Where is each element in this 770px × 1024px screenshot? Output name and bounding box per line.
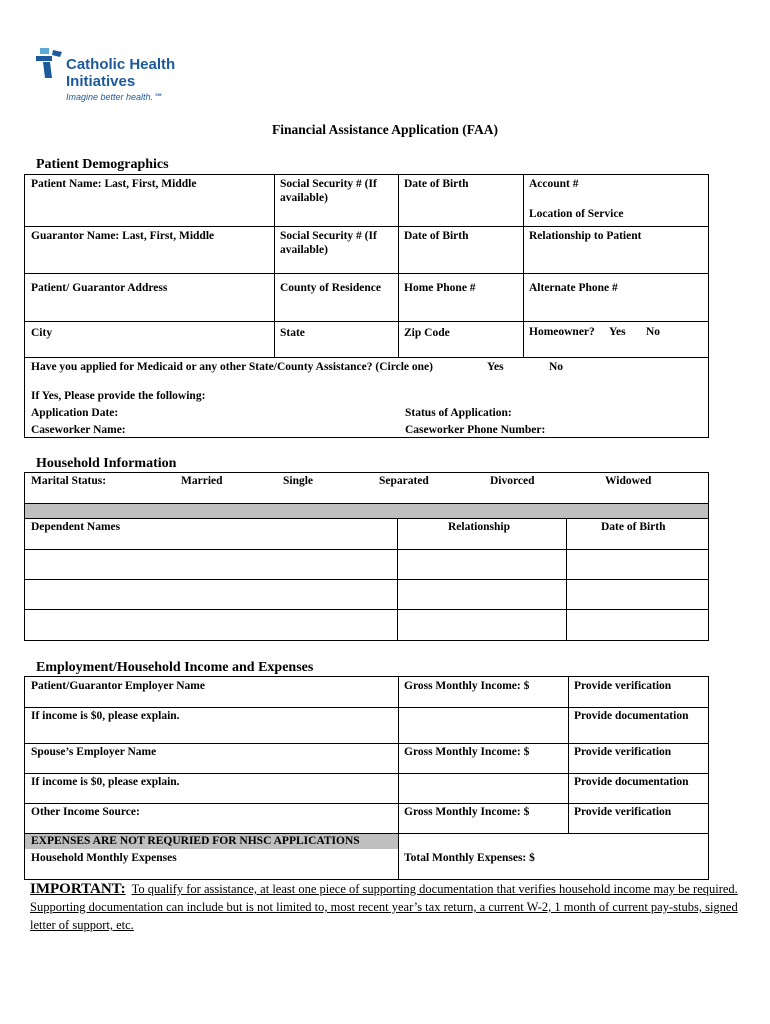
address-label: Patient/ Guarantor Address: [31, 282, 168, 294]
marital-separated[interactable]: Separated: [379, 475, 429, 487]
documentation-label-2: Provide documentation: [574, 776, 689, 788]
location-label: Location of Service: [529, 208, 624, 220]
logo-line2: Initiatives: [66, 73, 136, 90]
employment-table: [24, 676, 709, 880]
spouse-employer-label: Spouse’s Employer Name: [31, 746, 157, 758]
important-label: IMPORTANT:: [30, 881, 126, 897]
state-label: State: [280, 327, 305, 339]
zero-income-label-2: If income is $0, please explain.: [31, 776, 180, 788]
logo-tagline: Imagine better health.℠: [66, 92, 163, 102]
verification-label-2: Provide verification: [574, 746, 672, 758]
guarantor-ssn-label: Social Security # (If available): [280, 230, 377, 256]
homeowner-label: Homeowner?: [529, 326, 595, 338]
dependent-names-header: Dependent Names: [31, 521, 121, 533]
patient-ssn-label: Social Security # (If available): [280, 178, 377, 204]
marital-married[interactable]: Married: [181, 475, 223, 487]
patient-name-label: Patient Name: Last, First, Middle: [31, 178, 197, 190]
city-label: City: [31, 327, 53, 339]
verification-label-1: Provide verification: [574, 680, 672, 692]
caseworker-phone-label: Caseworker Phone Number:: [405, 424, 546, 436]
account-label: Account #: [529, 178, 579, 190]
marital-widowed[interactable]: Widowed: [605, 475, 652, 487]
gross-income-label-3: Gross Monthly Income: $: [404, 806, 530, 818]
household-heading: Household Information: [36, 456, 177, 471]
homeowner-no[interactable]: No: [646, 326, 661, 338]
county-label: County of Residence: [280, 282, 381, 294]
logo-mark-icon: [36, 46, 66, 80]
patient-heading: Patient Demographics: [36, 157, 169, 172]
relationship-label: Relationship to Patient: [529, 230, 642, 242]
important-note: [30, 880, 742, 934]
medicaid-question: Have you applied for Medicaid or any other State/County Assistance? (Circle one): [31, 361, 433, 373]
household-expenses-label: Household Monthly Expenses: [31, 852, 177, 864]
patient-table: [24, 174, 709, 438]
dependent-dob-header: Date of Birth: [601, 521, 666, 533]
caseworker-name-label: Caseworker Name:: [31, 424, 126, 436]
homeowner-yes[interactable]: Yes: [609, 326, 626, 338]
household-table: [24, 472, 709, 641]
documentation-label-1: Provide documentation: [574, 710, 689, 722]
page-title: Financial Assistance Application (FAA): [272, 122, 498, 137]
employment-heading: Employment/Household Income and Expenses: [36, 660, 314, 675]
medicaid-yes[interactable]: Yes: [487, 361, 504, 373]
gross-income-label-2: Gross Monthly Income: $: [404, 746, 530, 758]
zero-income-label-1: If income is $0, please explain.: [31, 710, 180, 722]
medicaid-no[interactable]: No: [549, 361, 564, 373]
application-date-label: Application Date:: [31, 407, 119, 419]
gray-separator: [25, 503, 708, 519]
employer-name-label: Patient/Guarantor Employer Name: [31, 680, 205, 692]
logo: [36, 44, 196, 108]
guarantor-name-label: Guarantor Name: Last, First, Middle: [31, 230, 215, 242]
marital-label: Marital Status:: [31, 475, 107, 487]
zip-label: Zip Code: [404, 327, 450, 339]
expenses-note: EXPENSES ARE NOT REQURIED FOR NHSC APPLICATIONS: [25, 834, 398, 849]
patient-dob-label: Date of Birth: [404, 178, 469, 190]
application-status-label: Status of Application:: [405, 407, 512, 419]
marital-divorced[interactable]: Divorced: [490, 475, 535, 487]
dependent-relationship-header: Relationship: [448, 521, 510, 533]
verification-label-3: Provide verification: [574, 806, 672, 818]
important-text: To qualify for assistance, at least one piece of supporting documentation that verifies household income may be required. Supporting documentation can include but is not limited to, most recent year’s tax return, a current W-2, 1 month of current pay-stubs, signed letter of support, etc.: [30, 882, 738, 932]
guarantor-dob-label: Date of Birth: [404, 230, 469, 242]
alt-phone-label: Alternate Phone #: [529, 282, 618, 294]
marital-single[interactable]: Single: [283, 475, 314, 487]
gross-income-label-1: Gross Monthly Income: $: [404, 680, 530, 692]
total-expenses-label: Total Monthly Expenses: $: [404, 852, 535, 864]
if-yes-label: If Yes, Please provide the following:: [31, 390, 206, 402]
logo-line1: Catholic Health: [66, 56, 176, 73]
other-income-label: Other Income Source:: [31, 806, 140, 818]
home-phone-label: Home Phone #: [404, 282, 476, 294]
